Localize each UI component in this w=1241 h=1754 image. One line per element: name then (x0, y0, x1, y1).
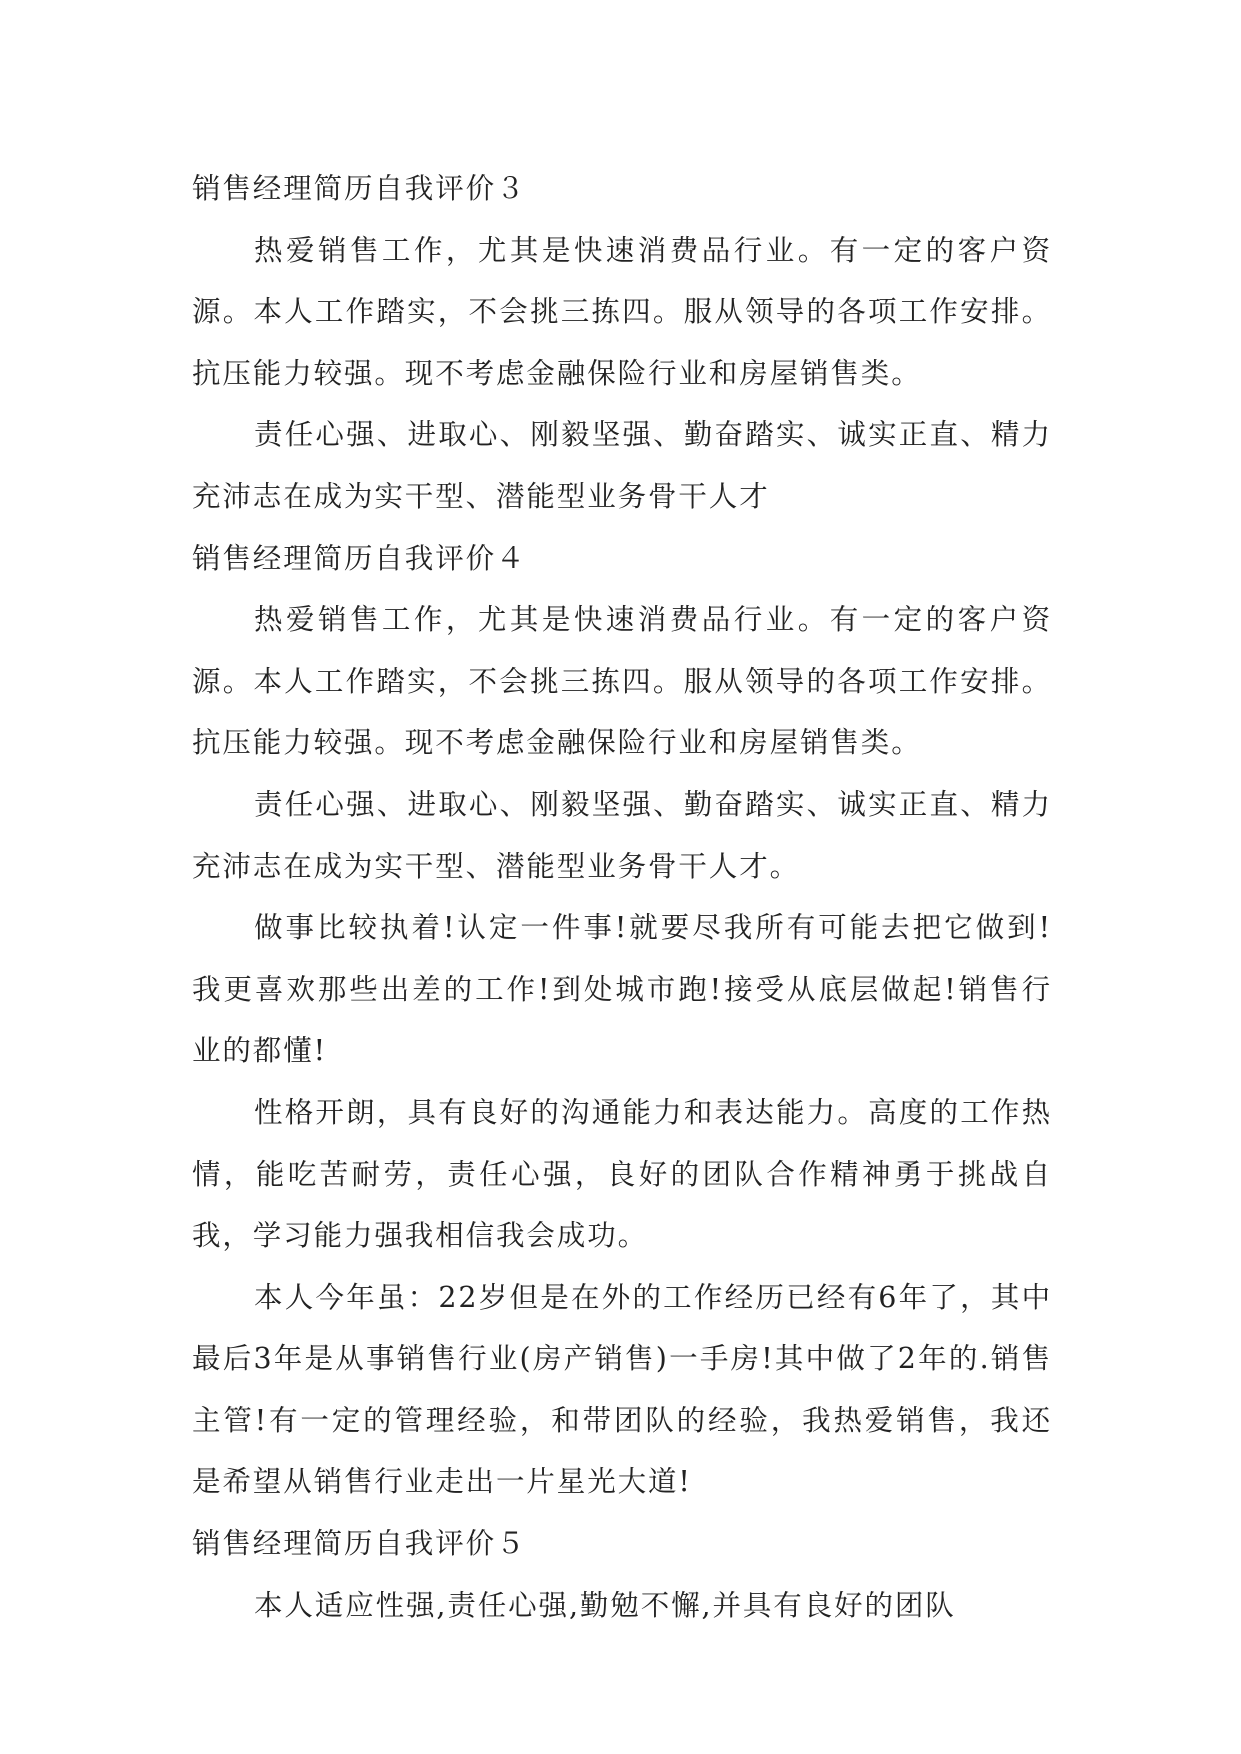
section-evaluation-3 (192, 158, 1052, 528)
section-heading: 销售经理简历自我评价４ (192, 541, 527, 575)
section-heading: 销售经理简历自我评价５ (192, 1527, 527, 1561)
paragraph: 本人适应性强,责任心强,勤勉不懈,并具有良好的团队 (254, 1588, 956, 1622)
paragraph: 热爱销售工作，尤其是快速消费品行业。有一定的客户资源。本人工作踏实，不会挑三拣四。服从领导的各项工作安排。抗压能力较强。现不考虑金融保险行业和房屋销售类。 (192, 603, 1052, 760)
paragraph: 性格开朗，具有良好的沟通能力和表达能力。高度的工作热情，能吃苦耐劳，责任心强，良好的团队合作精神勇于挑战自我，学习能力强我相信我会成功。 (192, 1095, 1052, 1253)
paragraph: 本人今年虽：22岁但是在外的工作经历已经有6年了，其中最后3年是从事销售行业(房产销售)一手房!其中做了2年的.销售主管!有一定的管理经验，和带团队的经验，我热爱销售，我还是希望从销售行业走出一片星光大道! (192, 1280, 1052, 1499)
paragraph: 热爱销售工作，尤其是快速消费品行业。有一定的客户资源。本人工作踏实，不会挑三拣四。服从领导的各项工作安排。抗压能力较强。现不考虑金融保险行业和房屋销售类。 (192, 233, 1052, 390)
document-body (192, 158, 1052, 1636)
paragraph: 做事比较执着!认定一件事!就要尽我所有可能去把它做到!我更喜欢那些出差的工作!到处城市跑!接受从底层做起!销售行业的都懂! (192, 911, 1052, 1068)
section-evaluation-5 (192, 1513, 1052, 1636)
paragraph: 责任心强、进取心、刚毅坚强、勤奋踏实、诚实正直、精力充沛志在成为实干型、潜能型业务骨干人才。 (192, 787, 1052, 883)
paragraph: 责任心强、进取心、刚毅坚强、勤奋踏实、诚实正直、精力充沛志在成为实干型、潜能型业务骨干人才 (192, 418, 1052, 513)
section-evaluation-4 (192, 528, 1052, 1514)
section-heading: 销售经理简历自我评价３ (192, 172, 527, 205)
